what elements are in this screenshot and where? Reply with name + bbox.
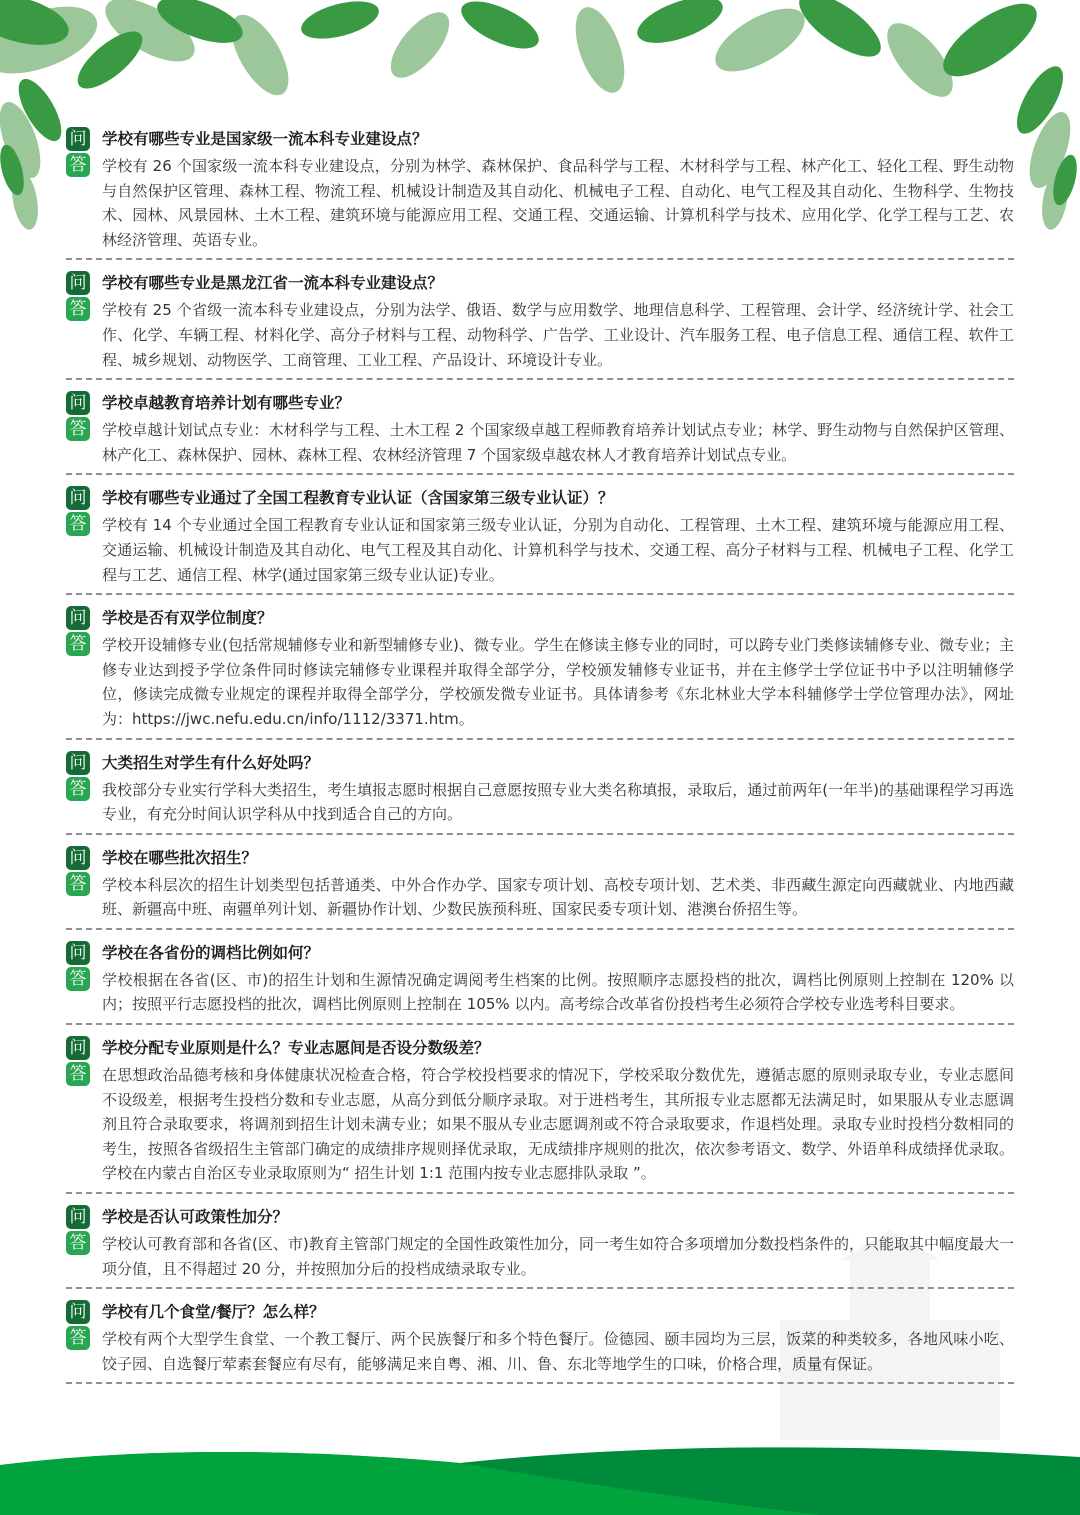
faq-item bbox=[66, 266, 1014, 380]
answer-text: 学校开设辅修专业(包括常规辅修专业和新型辅修专业)、微专业。学生在修读主修专业的同时，可以跨专业门类修读辅修专业、微专业；主修专业达到授予学位条件同时修读完辅修专业课程并取得全部学分，学校颁发辅修专业证书，并在主修学士学位证书中予以注明辅修学位，修读完成微专业规定的课程并取得全部学分，学校颁发微专业证书。具体请参考《东北林业大学本科辅修学士学位管理办法》，网址为：https://jwc.nefu.edu.cn/info/1112/3371.htm。 bbox=[102, 636, 1014, 728]
answer-text: 学校有两个大型学生食堂、一个教工餐厅、两个民族餐厅和多个特色餐厅。俭德园、颐丰园均为三层，饭菜的种类较多，各地风味小吃、饺子园、自选餐厅荤素套餐应有尽有，能够满足来自粤、湘、川、鲁、东北等地学生的口味，价格合理，质量有保证。 bbox=[102, 1330, 1014, 1373]
question-badge-icon: 问 bbox=[66, 751, 90, 775]
question-badge-icon: 问 bbox=[66, 127, 90, 151]
question-text: 学校有几个食堂/餐厅？怎么样？ bbox=[102, 1303, 325, 1322]
answer-text: 学校本科层次的招生计划类型包括普通类、中外合作办学、国家专项计划、高校专项计划、艺术类、非西藏生源定向西藏就业、内地西藏班、新疆高中班、南疆单列计划、新疆协作计划、少数民族预科班、国家民委专项计划、港澳台侨招生等。 bbox=[102, 875, 1014, 919]
faq-item bbox=[66, 1295, 1014, 1384]
answer-text: 在思想政治品德考核和身体健康状况检查合格，符合学校投档要求的情况下，学校采取分数优先，遵循志愿的原则录取专业，专业志愿间不设级差，根据考生投档分数和专业志愿，从高分到低分顺序录取。对于进档考生，其所报专业志愿都无法满足时，如果服从专业志愿调剂且符合录取要求，将调剂到招生计划未满专业；如果不服从专业志愿调剂或不符合录取要求，作退档处理。录取专业时投档分数相同的考生，按照各省级招生主管部门确定的成绩排序规则择优录取，无成绩排序规则的批次，依次参考语文、数学、外语单科成绩择优录取。学校在内蒙古自治区专业录取原则为“ 招生计划 1:1 范围内按专业志愿排队录取 ”。 bbox=[102, 1066, 1014, 1183]
question-badge-icon: 问 bbox=[66, 391, 90, 415]
answer-badge-icon: 答 bbox=[66, 297, 90, 321]
question-text: 学校有哪些专业是国家级一流本科专业建设点？ bbox=[102, 130, 428, 148]
answer-badge-icon: 答 bbox=[66, 632, 90, 656]
question-text: 学校有哪些专业通过了全国工程教育专业认证（含国家第三级专业认证）？ bbox=[102, 489, 614, 508]
question-text: 学校卓越教育培养计划有哪些专业？ bbox=[102, 394, 351, 413]
question-badge-icon: 问 bbox=[66, 941, 90, 965]
faq-item bbox=[66, 601, 1014, 739]
question-text: 学校在哪些批次招生？ bbox=[102, 848, 258, 867]
faq-item bbox=[66, 1031, 1014, 1194]
green-hills-decoration-icon bbox=[0, 1435, 1080, 1515]
question-text: 学校在各省份的调档比例如何？ bbox=[102, 943, 320, 962]
question-badge-icon: 问 bbox=[66, 271, 90, 295]
answer-badge-icon: 答 bbox=[66, 967, 90, 991]
faq-item bbox=[66, 1200, 1014, 1289]
question-badge-icon: 问 bbox=[66, 1036, 90, 1060]
answer-badge-icon: 答 bbox=[66, 1326, 90, 1350]
question-text: 学校分配专业原则是什么？专业志愿间是否设分数级差？ bbox=[102, 1039, 490, 1058]
question-badge-icon: 问 bbox=[66, 1205, 90, 1229]
question-text: 学校是否有双学位制度？ bbox=[102, 609, 273, 628]
faq-list bbox=[66, 122, 1014, 1390]
question-text: 大类招生对学生有什么好处吗？ bbox=[102, 753, 320, 772]
answer-text: 学校根据在各省(区、市)的招生计划和生源情况确定调阅考生档案的比例。按照顺序志愿投档的批次，调档比例原则上控制在 120% 以内；按照平行志愿投档的批次，调档比例原则上控制在 105% 以内。高考综合改革省份投档考生必须符合学校专业选考科目要求。 bbox=[102, 970, 1014, 1014]
answer-text: 学校卓越计划试点专业：木材科学与工程、土木工程 2 个国家级卓越工程师教育培养计划试点专业；林学、野生动物与自然保护区管理、林产化工、森林保护、园林、森林工程、农林经济管理 7 个国家级卓越农林人才教育培养计划试点专业。 bbox=[102, 421, 1014, 464]
answer-text: 学校有 25 个省级一流本科专业建设点，分别为法学、俄语、数学与应用数学、地理信息科学、工程管理、会计学、经济统计学、社会工作、化学、车辆工程、材料化学、高分子材料与工程、动物科学、广告学、工业设计、汽车服务工程、电子信息工程、通信工程、软件工程、城乡规划、动物医学、工商管理、工业工程、产品设计、环境设计专业。 bbox=[102, 301, 1014, 369]
faq-item bbox=[66, 386, 1014, 475]
answer-badge-icon: 答 bbox=[66, 153, 90, 177]
faq-item bbox=[66, 936, 1014, 1025]
answer-text: 我校部分专业实行学科大类招生，考生填报志愿时根据自己意愿按照专业大类名称填报，录取后，通过前两年(一年半)的基础课程学习再选专业，有充分时间认识学科从中找到适合自己的方向。 bbox=[102, 780, 1014, 824]
answer-badge-icon: 答 bbox=[66, 417, 90, 441]
faq-item bbox=[66, 841, 1014, 930]
question-badge-icon: 问 bbox=[66, 606, 90, 630]
answer-badge-icon: 答 bbox=[66, 777, 90, 801]
faq-item bbox=[66, 481, 1014, 595]
answer-badge-icon: 答 bbox=[66, 1231, 90, 1255]
question-badge-icon: 问 bbox=[66, 486, 90, 510]
answer-badge-icon: 答 bbox=[66, 512, 90, 536]
answer-text: 学校认可教育部和各省(区、市)教育主管部门规定的全国性政策性加分，同一考生如符合多项增加分数投档条件的，只能取其中幅度最大一项分值，且不得超过 20 分，并按照加分后的投档成绩录取专业。 bbox=[102, 1235, 1014, 1278]
faq-item bbox=[66, 746, 1014, 835]
answer-text: 学校有 14 个专业通过全国工程教育专业认证和国家第三级专业认证，分别为自动化、工程管理、土木工程、建筑环境与能源应用工程、交通运输、机械设计制造及其自动化、电气工程及其自动化、计算机科学与技术、交通工程、高分子材料与工程、机械电子工程、化学工程与工艺、通信工程、林学(通过国家第三级专业认证)专业。 bbox=[102, 516, 1014, 584]
answer-badge-icon: 答 bbox=[66, 1062, 90, 1086]
question-badge-icon: 问 bbox=[66, 1300, 90, 1324]
answer-text: 学校有 26 个国家级一流本科专业建设点，分别为林学、森林保护、食品科学与工程、木材科学与工程、林产化工、轻化工程、野生动物与自然保护区管理、森林工程、物流工程、机械设计制造及其自动化、机械电子工程、自动化、电气工程及其自动化、生物科学、生物技术、园林、风景园林、土木工程、建筑环境与能源应用工程、交通工程、交通运输、计算机科学与技术、应用化学、化学工程与工艺、农林经济管理、英语专业。 bbox=[102, 157, 1014, 249]
question-text: 学校是否认可政策性加分？ bbox=[102, 1208, 289, 1227]
faq-item bbox=[66, 122, 1014, 260]
answer-badge-icon: 答 bbox=[66, 872, 90, 896]
question-badge-icon: 问 bbox=[66, 846, 90, 870]
question-text: 学校有哪些专业是黑龙江省一流本科专业建设点？ bbox=[102, 274, 444, 293]
